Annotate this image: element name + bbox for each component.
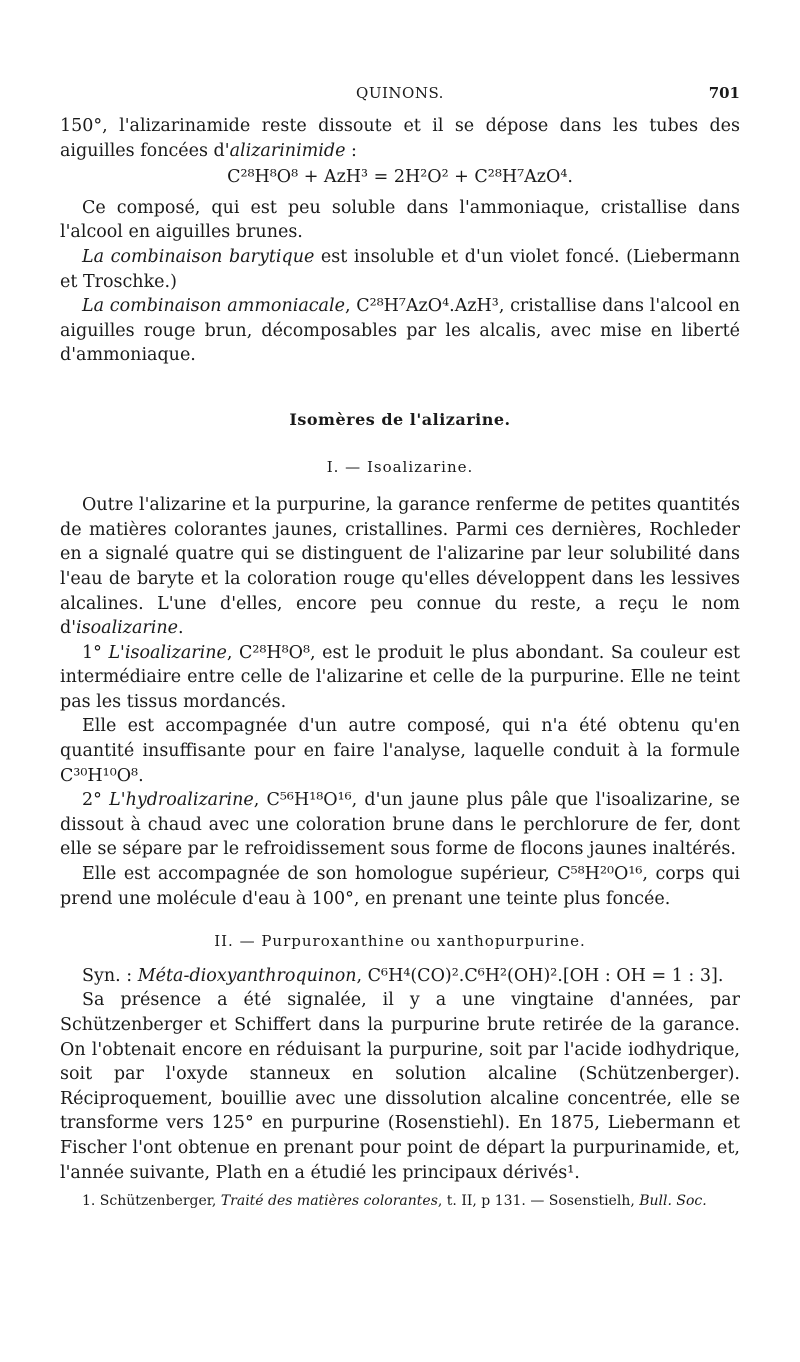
text-run: , C⁵⁶H¹⁸O¹⁶, d'un jaune plus pâle que l'isoalizarine, se dissout à chaud avec une coloration brune dans le perchlorure de fer, dont elle se sépare par le refroidissement sous forme de flocons jaunes inaltérés. — [60, 790, 740, 860]
emphasis-term: Traité des matières colorantes — [220, 1193, 438, 1210]
text-run: , C²⁸H⁷AzO⁴.AzH³, cristallise dans l'alcool en aiguilles rouge brun, décomposables par les alcalis, avec mise en liberté d'ammoniaque. — [60, 296, 740, 366]
paragraph-alizarinimide — [60, 114, 740, 163]
text-run: 150°, l'alizarinamide reste dissoute et il se dépose dans les tubes des aiguilles foncées d' — [60, 116, 740, 161]
paragraph-solubility: Ce composé, qui est peu soluble dans l'ammoniaque, cristallise dans l'alcool en aiguilles brunes. — [60, 197, 740, 243]
paragraph-ammoniacal — [60, 294, 740, 368]
emphasis-term: Bull. Soc. — [639, 1193, 707, 1210]
chemical-equation: C²⁸H⁸O⁸ + AzH³ = 2H²O² + C²⁸H⁷AzO⁴. — [227, 167, 573, 188]
text-run: , t. II, p 131. — Sosenstielh, — [437, 1193, 640, 1210]
emphasis-term: alizarinimide — [229, 140, 346, 161]
section-heading-isomers: Isomères de l'alizarine. — [289, 409, 511, 429]
emphasis-term: L'hydroalizarine — [109, 790, 254, 811]
paragraph-barytic — [60, 245, 740, 294]
running-title: QUINONS. — [356, 84, 444, 102]
text-run: , C²⁸H⁸O⁸, est le produit le plus abondant. Sa couleur est intermédiaire entre celle de l'alizarine et celle de la purpurine. Elle ne teint pas les tissus mordancés. — [60, 642, 740, 712]
page-number: 701 — [708, 84, 740, 102]
page-body — [60, 114, 740, 1211]
subsection-heading-isoalizarine: I. — Isoalizarine. — [326, 457, 474, 476]
text-run: 2° — [82, 790, 110, 811]
running-header — [60, 84, 740, 106]
emphasis-term: L'isoalizarine — [108, 642, 227, 663]
paragraph-homologue: Elle est accompagnée de son homologue supérieur, C⁵⁸H²⁰O¹⁶, corps qui prend une molécule d'eau à 100°, en prenant une teinte plus foncée. — [60, 864, 740, 909]
text-run: Outre l'alizarine et la purpurine, la garance renferme de petites quantités de matières colorantes jaunes, cristallines. Parmi ces dernières, Rochleder en a signalé quatre qui se distinguent de l'alizarine par leur solubilité dans l'eau de baryte et la coloration rouge qu'elles développent dans les lessives alcalines. L'une d'elles, encore peu connue du reste, a reçu le nom d' — [60, 495, 740, 639]
paragraph-history: Sa présence a été signalée, il y a une vingtaine d'années, par Schützenberger et Schiffert dans la purpurine brute retirée de la garance. On l'obtenait encore en réduisant la purpurine, soit par l'acide iodhydrique, soit par l'oxyde stanneux en solution alcaline (Schützenberger). Réciproquement, bouillie avec une dissolution alcaline concentrée, elle se transforme vers 125° en purpurine (Rosenstiehl). En 1875, Liebermann et Fischer l'ont obtenue en prenant pour point de départ la purpurinamide, et, l'année suivante, Plath en a étudié les principaux dérivés¹. — [60, 990, 740, 1183]
text-run: Syn. : — [82, 965, 138, 986]
subsection-heading-purpuroxanthine: II. — Purpuroxanthine ou xanthopurpurine. — [214, 932, 586, 951]
emphasis-term: Méta-dioxyanthroquinon — [137, 965, 357, 986]
text-run: : — [345, 140, 357, 161]
text-run: . — [178, 618, 184, 639]
emphasis-term: La combinaison barytique — [82, 246, 315, 267]
footnote — [60, 1191, 740, 1211]
paragraph-hydroalizarine — [60, 788, 740, 862]
paragraph-isoalizarine-intro — [60, 493, 740, 641]
text-run: 1° — [82, 642, 109, 663]
text-run: , C⁶H⁴(CO)².C⁶H²(OH)².[OH : OH = 1 : 3]. — [356, 965, 724, 986]
emphasis-term: La combinaison ammoniacale — [82, 296, 345, 317]
text-run: 1. Schützenberger, — [82, 1193, 221, 1210]
text-run: est insoluble et d'un violet foncé. (Liebermann et Troschke.) — [60, 246, 740, 292]
paragraph-companion-compound: Elle est accompagnée d'un autre composé, qui n'a été obtenu qu'en quantité insuffisante pour en faire l'analyse, laquelle conduit à la formule C³⁰H¹⁰O⁸. — [60, 716, 740, 786]
paragraph-synonym — [60, 964, 740, 989]
emphasis-term: isoalizarine — [76, 618, 178, 639]
paragraph-isoalizarine — [60, 641, 740, 715]
